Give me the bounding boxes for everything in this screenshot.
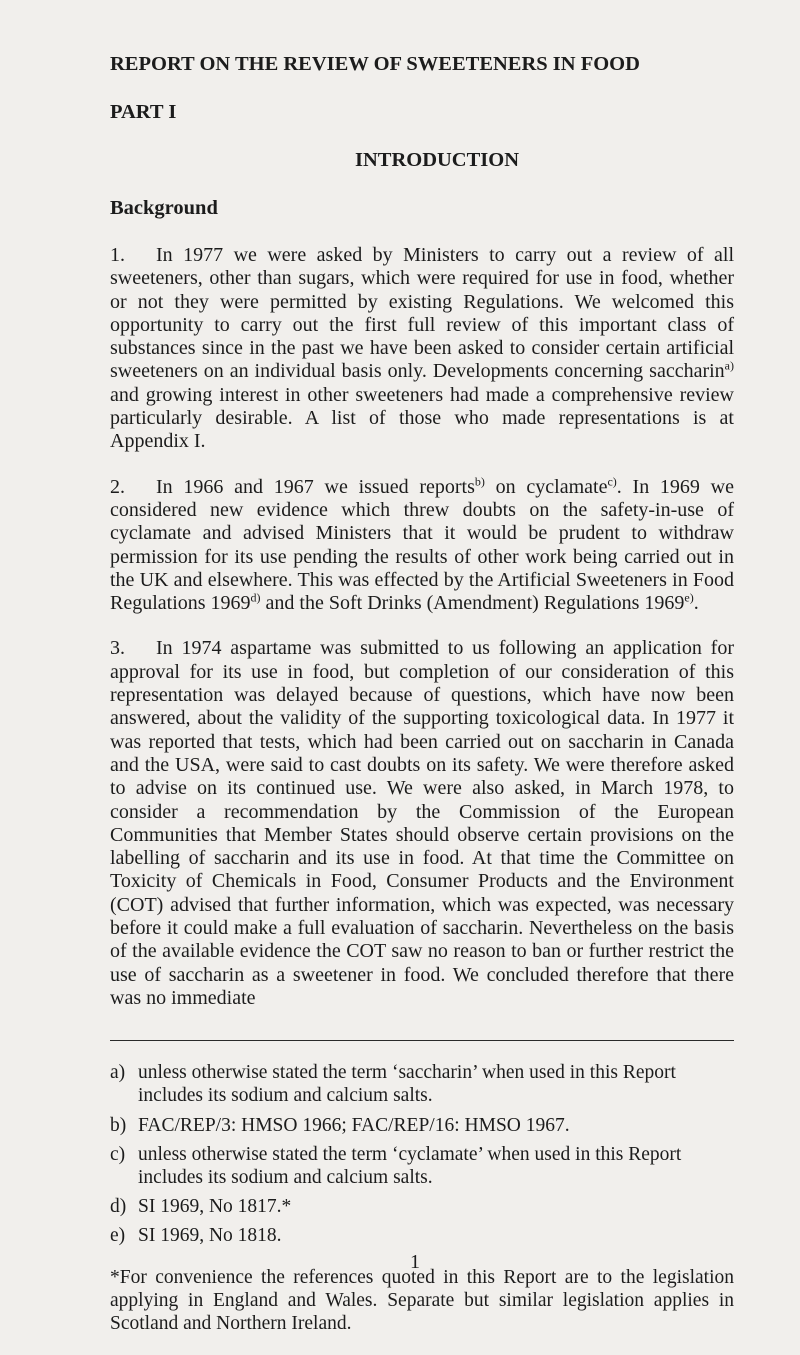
footnote-text: unless otherwise stated the term ‘saccharin’ when used in this Report includes its sodium and calcium salts. (138, 1062, 676, 1107)
paragraph-1 (110, 244, 734, 454)
paragraph-text: on cyclamate (484, 475, 608, 498)
page-number: 1 (410, 1251, 420, 1273)
footnote-text: FAC/REP/3: HMSO 1966; FAC/REP/16: HMSO 1967. (138, 1114, 570, 1136)
footnote-divider (110, 1040, 734, 1041)
paragraph-3 (110, 637, 734, 1010)
document-page (110, 50, 734, 1355)
paragraph-text: In 1977 we were asked by Ministers to carry out a review of all sweeteners, other than sugars, which were required for use in food, whether or not they were permitted by existing Regulations. We welcomed this opportunity to carry out the first full review of this important class of substances since in the past we have been asked to consider certain artificial sweeteners on an individual basis only. Developments concerning saccharin (110, 244, 734, 383)
report-title: REPORT ON THE REVIEW OF SWEETENERS IN FOOD (110, 53, 640, 75)
footnote-text: SI 1969, No 1817.* (138, 1196, 292, 1218)
paragraph-2 (110, 476, 734, 616)
footnote-ref: c) (607, 474, 617, 489)
subsection-heading: Background (110, 197, 218, 219)
footnote-label: c) (110, 1143, 126, 1165)
footnote-label: d) (110, 1196, 127, 1218)
footnote-text: unless otherwise stated the term ‘cyclamate’ when used in this Report includes its sodium and calcium salts. (138, 1143, 682, 1189)
footnote-item (110, 1143, 734, 1189)
footnote-label: e) (110, 1225, 126, 1247)
section-title: INTRODUCTION (354, 149, 520, 171)
footnote-label: b) (110, 1114, 127, 1136)
part-title: PART I (110, 101, 177, 123)
paragraph-text: In 1974 aspartame was submitted to us following an application for approval for its use in food, but completion of our consideration of this representation was delayed because of questions, which have now been answered, about the validity of the supporting toxicological data. In 1977 it was reported that tests, which had been carried out on saccharin in Canada and the USA, were said to cast doubts on its safety. We were therefore asked to advise on its continued use. We were also asked, in March 1978, to consider a recommendation by the Commission of the European Communities that Member States should observe certain provisions on the labelling of saccharin and its use in food. At that time the Committee on Toxicity of Chemicals in Food, Consumer Products and the Environment (COT) advised that further information, which was expected, was necessary before it could make a full evaluation of saccharin. Nevertheless on the basis of the available evidence the COT saw no reason to ban or further restrict the use of saccharin as a sweetener in food. We concluded therefore that there was no immediate (110, 637, 734, 1009)
footnote-item (110, 1114, 734, 1137)
footnotes (110, 1061, 734, 1247)
paragraph-text: and the Soft Drinks (Amendment) Regulations 1969 (260, 592, 685, 615)
paragraph-number: 3. (110, 637, 125, 660)
jurisdiction-note: *For convenience the references quoted in this Report are to the legislation applying in England and Wales. Separate but similar legislation applies in Scotland and Northern Ireland. (110, 1266, 734, 1335)
footnote-ref: b) (474, 474, 485, 489)
footnote-label: a) (110, 1062, 126, 1084)
footnote-ref: e) (684, 590, 694, 605)
footnote-ref: d) (250, 590, 261, 605)
paragraph-text: . (693, 592, 699, 615)
footnote-item (110, 1061, 734, 1107)
footnote-ref: a) (724, 358, 734, 373)
paragraph-text: In 1966 and 1967 we issued reports (156, 475, 475, 498)
footnote-text: SI 1969, No 1818. (138, 1225, 282, 1247)
footnote-item (110, 1224, 734, 1247)
footnote-item (110, 1195, 734, 1218)
paragraph-number: 2. (110, 475, 125, 498)
paragraph-number: 1. (110, 244, 125, 266)
paragraph-text: and growing interest in other sweeteners had made a comprehensive review particularly desirable. A list of those who made representations is at Appendix I. (110, 383, 734, 453)
paragraph-text: . In 1969 we considered new evidence which threw doubts on the safety-in-use of cyclamate and advised Ministers that it would be prudent to withdraw permission for its use pending the results of other work being carried out in the UK and elsewhere. This was effected by the Artificial Sweeteners in Food Regulations 1969 (110, 475, 735, 615)
